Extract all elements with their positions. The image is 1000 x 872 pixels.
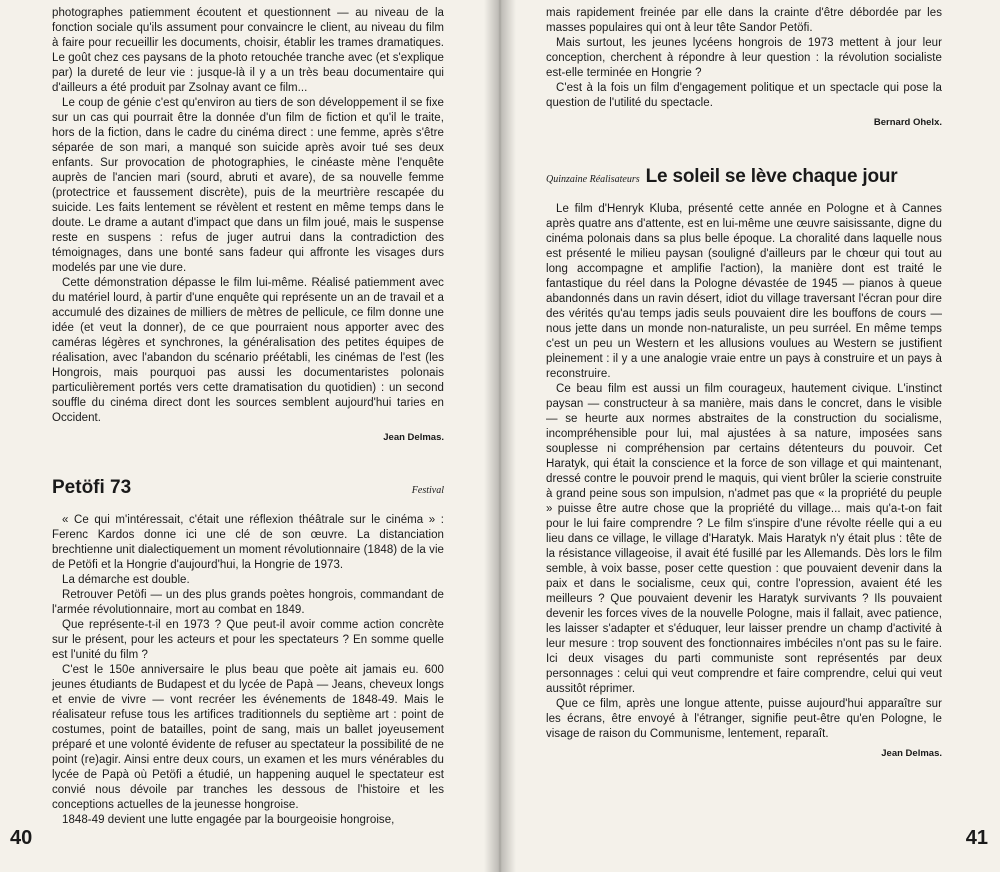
section-tag: Festival — [411, 485, 444, 496]
top-article — [52, 0, 444, 443]
paragraph: photographes patiemment écoutent et questionnent — au niveau de la fonction sociale qu'ils assument pour convaincre le client, au niveau du film à faire pour recueillir les documents, choisir, établir les trames dramatiques. Le goût chez ces paysans de la photo retouchée tranche avec (et s'explique par) la dureté de leur vie : jusque-là il y a un très beau documentaire qui d'ailleurs a été produit par Zsolnay avant ce film... — [52, 7, 444, 94]
article-title: Petöfi 73 — [52, 477, 132, 498]
signature: Jean Delmas. — [881, 748, 942, 759]
paragraph: « Ce qui m'intéressait, c'était une réflexion théâtrale sur le cinéma » : Ferenc Kardos donne ici une clé de son œuvre. La distanciation brechtienne unit dialectiquement un moment révolutionnaire (1848) de la vie de Petöfi et la Hongrie d'aujourd'hui, la Hongrie de 1973. — [52, 514, 444, 571]
paragraph: Ce beau film est aussi un film courageux, hautement civique. L'instinct paysan — constructeur à sa manière, mais dans le concret, dans le visible — se heurte aux normes abstraites de la construction du socialisme, incompréhensible pour lui, mal ajustées à sa nature, imposées sans souplesse ni compréhension par certains détenteurs du pouvoir. Cet Haratyk, qui était la conscience et la force de son village et qui maintenant, dressé contre le pouvoir prend le maquis, qui vient brûler la scierie construite à grand peine sous son impulsion, n'admet pas que « la propriété du peuple » puisse être autre chose que la propriété du village... mais qu'a-t-on fait pour le lui faire comprendre ? Le film s'inspire d'une révolte réelle qui a eu lieu dans ce village, le village d'Haratyk. Mais Haratyk n'y était plus : tête de la résistance villageoise, il avait été fusillé par les Allemands. Dès lors le film semble, à voix basse, poser cette question : que pouvaient devenir dans la paix et dans le socialisme, ceux qui, contre l'opression, avaient été les meilleurs ? Que pouvaient devenir les Haratyk survivants ? Ils pouvaient devenir les forces vives de la nouvelle Pologne, mais il fallait, avec patience, les laisser s'adapter et s'éduquer, leur laisser prendre un champ d'activité à leur mesure : trop souvent des fonctionnaires imbéciles n'ont pas su le faire. Ici deux visages du parti communiste sont représentés par deux personnages : celui qui veut comprendre et faire comprendre, celui qui veut aussitôt réprimer. — [546, 383, 942, 695]
paragraph: Le film d'Henryk Kluba, présenté cette année en Pologne et à Cannes après quatre ans d'attente, est en lui-même une œuvre saisissante, digne du cinéma polonais dans sa plus belle époque. La choralité dans laquelle nous est présenté le milieu paysan (souligné d'ailleurs par le chœur qui tout au long accompagne et amplifie l'action), la manière dont est traité le fantastique du réel dans la Pologne dévastée de 1945 — pianos à queue abandonnés dans un ravin désert, idiot du village traversant l'écran pour dire des vérités qu'au temps jadis seuls pouvaient dire les bouffons de cours — nous jette dans un monde non-naturaliste, un peu surréel. En même temps c'est un peu un Western et les allusions voulues au Western se justifient pleinement : il y a une analogie vraie entre un pays à construire et un pays à reconstruire. — [546, 203, 942, 380]
paragraph: Cette démonstration dépasse le film lui-même. Réalisé patiemment avec du matériel lourd, à partir d'une enquête qui représente un an de travail et a accumulé des dizaines de milliers de mètres de pellicule, ce film donne une idée (et veut la donner), de ce que pourraient nous apporter avec des caméras légères et synchrones, la généralisation des petites équipes de réalisation, avec l'abandon du scénario préétabli, les cinémas de l'est (les Hongrois, mais pourquoi pas aussi les documentaristes polonais particulièrement portés vers cette dramatisation du quotidien) : un second souffle du cinéma direct dont les sources semblent aujourd'hui taries en Occident. — [52, 277, 444, 424]
paragraph: 1848-49 devient une lutte engagée par la bourgeoisie hongroise, — [62, 814, 395, 826]
paragraph: mais rapidement freinée par elle dans la crainte d'être débordée par les masses populaires qui ont à leur tête Sandor Petöfi. — [546, 7, 942, 34]
petofi-article — [52, 477, 444, 828]
right-page — [502, 0, 1000, 872]
article-header — [546, 166, 942, 188]
paragraph: Que représente-t-il en 1973 ? Que peut-il avoir comme action concrète sur le présent, pour les acteurs et pour les spectateurs ? En somme quelle est l'unité du film ? — [52, 619, 444, 661]
signature: Bernard Ohelx. — [873, 117, 942, 128]
page-gutter — [484, 0, 516, 872]
section-tag: Quinzaine Réalisateurs — [546, 174, 640, 185]
page-number-right: 41 — [965, 827, 988, 849]
petofi-continuation — [546, 0, 942, 128]
article-title: Le soleil se lève chaque jour — [645, 166, 898, 187]
signature: Jean Delmas. — [383, 432, 444, 443]
paragraph: La démarche est double. — [62, 574, 190, 586]
paragraph: Retrouver Petöfi — un des plus grands poètes hongrois, commandant de l'armée révolutionnaire, mort au combat en 1849. — [52, 589, 444, 616]
left-page — [0, 0, 498, 872]
paragraph: C'est le 150e anniversaire le plus beau que poète ait jamais eu. 600 jeunes étudiants de Budapest et du lycée de Papà — Jeans, cheveux longs et envie de vivre — vont recréer les événements de 1848-49. Mais le réalisateur refuse tous les artifices traditionnels du septième art : point de costumes, point de batailles, point de sang, mais un ballet joyeusement préparé et une volonté évidente de refuser au spectateur la possibilité de ne point (re)agir. Ainsi entre deux cours, un examen et les murs vénérables du lycée de Papà où Petöfi a étudié, un happening auquel le spectateur est convié nous dévoile par tranches les dessous de l'histoire et les conceptions actuelles de la jeunesse hongroise. — [52, 664, 444, 811]
paragraph: C'est à la fois un film d'engagement politique et un spectacle qui pose la question de l'utilité du spectacle. — [546, 82, 942, 109]
paragraph: Le coup de génie c'est qu'environ au tiers de son développement il se fixe sur un cas qui pourrait être la donnée d'un film de fiction et qu'il le traite, hors de la fiction, dans le cadre du cinéma direct : une femme, après s'être séparée de son mari, a manqué son suicide après avoir tué ses deux enfants. Sur provocation de photographies, le cinéaste mène l'enquête auprès de l'ancien mari (sourd, abruti et avare), de sa nouvelle femme (protectrice et faussement discrète), puis de la meurtrière rescapée du suicide. Les faits lentement se révèlent et restent en même temps dans le doute. Le drame a autant d'impact que dans un film joué, mais le suspense reste en suspens : refus de juger autrui dans la contradiction des témoignages, dans une bonté sans fadeur qui affronte les visages durs modelés par une vie dure. — [52, 97, 444, 274]
soleil-article — [546, 166, 942, 759]
paragraph: Mais surtout, les jeunes lycéens hongrois de 1973 mettent à jour leur conception, cherchent à répondre à leur question : la révolution socialiste est-elle terminée en Hongrie ? — [546, 37, 942, 79]
page-number-left: 40 — [10, 827, 33, 849]
paragraph: Que ce film, après une longue attente, puisse aujourd'hui apparaître sur les écrans, être envoyé à l'étranger, signifie peut-être qu'en Pologne, le visage de raison du Communisme, lentement, reparaît. — [546, 698, 942, 740]
article-header — [52, 477, 444, 499]
